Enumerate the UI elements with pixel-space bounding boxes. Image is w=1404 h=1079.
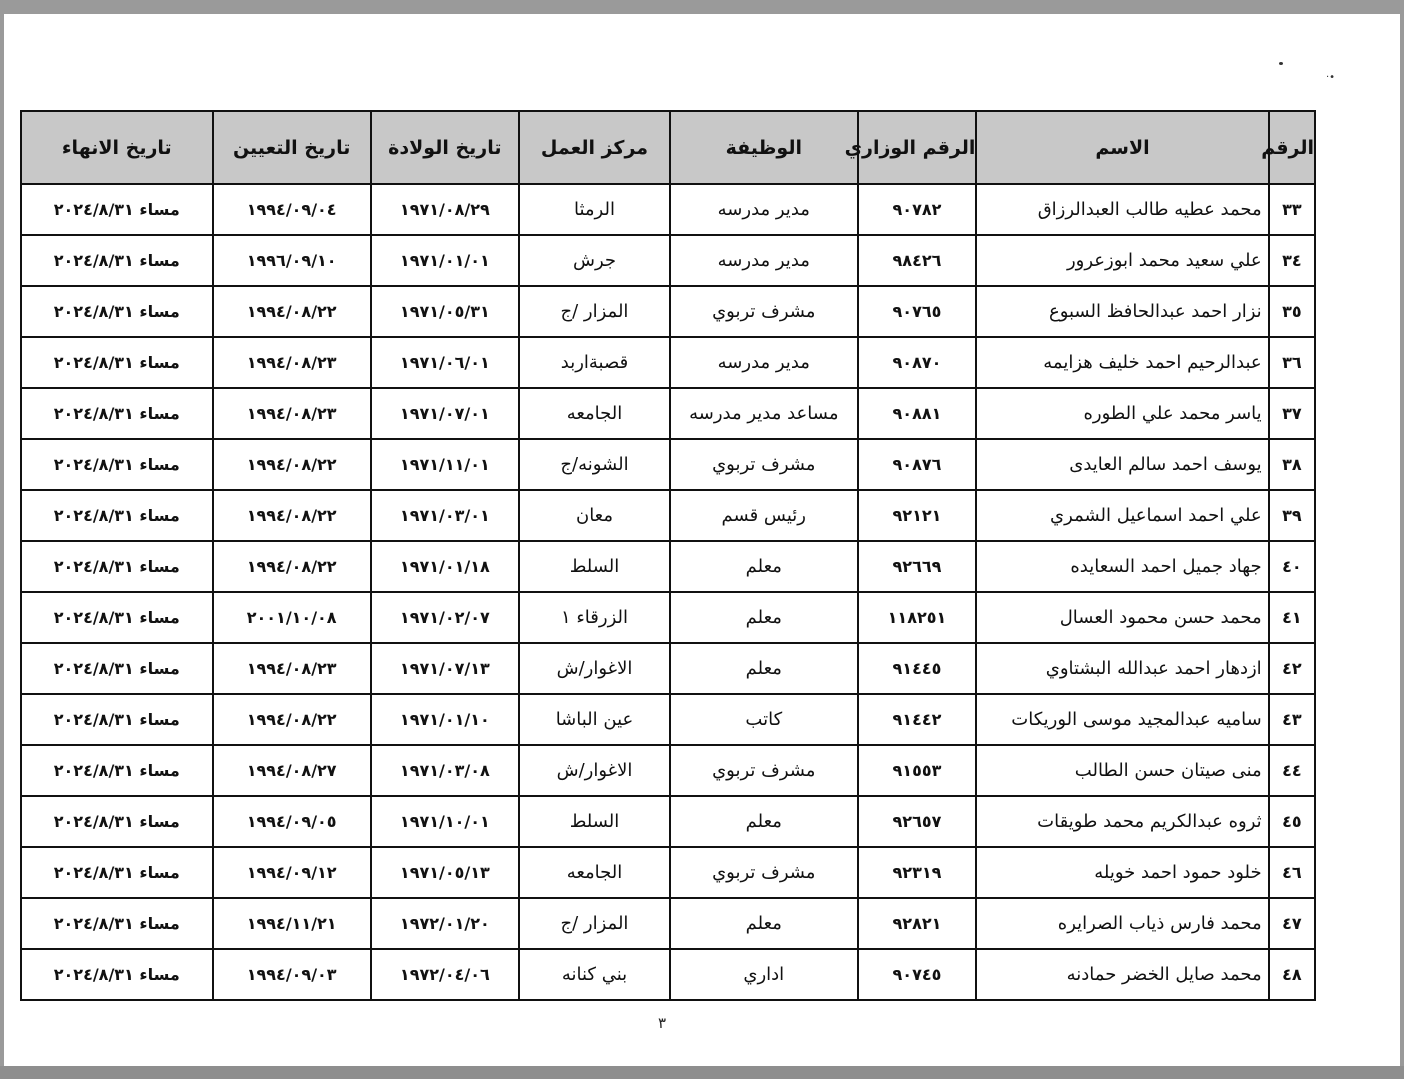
cell-birth-date: ١٩٧٢/٠١/٢٠ bbox=[371, 898, 519, 949]
cell-name: ثروه عبدالكريم محمد طويقات bbox=[976, 796, 1268, 847]
header-work-center: مركز العمل bbox=[519, 111, 670, 184]
cell-name: خلود حمود احمد خويله bbox=[976, 847, 1268, 898]
table-row bbox=[21, 490, 1315, 541]
cell-birth-date: ١٩٧١/٠٨/٢٩ bbox=[371, 184, 519, 235]
cell-birth-date: ١٩٧١/٠٢/٠٧ bbox=[371, 592, 519, 643]
cell-birth-date: ١٩٧٢/٠٤/٠٦ bbox=[371, 949, 519, 1000]
cell-ministry-no: ٩٢٣١٩ bbox=[858, 847, 977, 898]
cell-appointment-date: ١٩٩٦/٠٩/١٠ bbox=[213, 235, 371, 286]
cell-name: جهاد جميل احمد السعايده bbox=[976, 541, 1268, 592]
scan-mark: ·• bbox=[1326, 72, 1336, 83]
cell-name: ياسر محمد علي الطوره bbox=[976, 388, 1268, 439]
cell-job: معلم bbox=[670, 796, 857, 847]
header-end-date: تاريخ الانهاء bbox=[21, 111, 213, 184]
cell-end-date: مساء ٢٠٢٤/٨/٣١ bbox=[21, 541, 213, 592]
cell-ministry-no: ٩٠٨٧٦ bbox=[858, 439, 977, 490]
cell-no: ٤٥ bbox=[1269, 796, 1315, 847]
cell-ministry-no: ٩١٤٤٢ bbox=[858, 694, 977, 745]
cell-name: ساميه عبدالمجيد موسى الوريكات bbox=[976, 694, 1268, 745]
cell-job: مدير مدرسه bbox=[670, 184, 857, 235]
cell-ministry-no: ٩٢٨٢١ bbox=[858, 898, 977, 949]
cell-ministry-no: ٩١٤٤٥ bbox=[858, 643, 977, 694]
cell-work-center: المزار /ج bbox=[519, 286, 670, 337]
cell-work-center: الجامعه bbox=[519, 847, 670, 898]
header-no: الرقم bbox=[1269, 111, 1315, 184]
cell-work-center: جرش bbox=[519, 235, 670, 286]
cell-end-date: مساء ٢٠٢٤/٨/٣١ bbox=[21, 286, 213, 337]
cell-no: ٤٣ bbox=[1269, 694, 1315, 745]
cell-work-center: عين الباشا bbox=[519, 694, 670, 745]
cell-end-date: مساء ٢٠٢٤/٨/٣١ bbox=[21, 184, 213, 235]
cell-ministry-no: ٩٨٤٢٦ bbox=[858, 235, 977, 286]
cell-ministry-no: ٩٠٨٨١ bbox=[858, 388, 977, 439]
cell-no: ٣٦ bbox=[1269, 337, 1315, 388]
cell-work-center: بني كنانه bbox=[519, 949, 670, 1000]
cell-ministry-no: ٩٠٧٤٥ bbox=[858, 949, 977, 1000]
table-row bbox=[21, 745, 1315, 796]
table-row bbox=[21, 235, 1315, 286]
cell-name: محمد عطيه طالب العبدالرزاق bbox=[976, 184, 1268, 235]
cell-birth-date: ١٩٧١/٠٥/٣١ bbox=[371, 286, 519, 337]
cell-birth-date: ١٩٧١/٠١/٠١ bbox=[371, 235, 519, 286]
retirement-table bbox=[20, 110, 1316, 1001]
header-job: الوظيفة bbox=[670, 111, 857, 184]
table-row bbox=[21, 388, 1315, 439]
cell-end-date: مساء ٢٠٢٤/٨/٣١ bbox=[21, 847, 213, 898]
table-row bbox=[21, 286, 1315, 337]
cell-name: محمد صايل الخضر حمادنه bbox=[976, 949, 1268, 1000]
cell-appointment-date: ١٩٩٤/٠٩/٠٥ bbox=[213, 796, 371, 847]
cell-appointment-date: ١٩٩٤/٠٩/١٢ bbox=[213, 847, 371, 898]
table-container bbox=[20, 110, 1316, 1001]
document-page bbox=[4, 14, 1400, 1066]
cell-work-center: الاغوار/ش bbox=[519, 643, 670, 694]
cell-ministry-no: ٩٠٨٧٠ bbox=[858, 337, 977, 388]
cell-appointment-date: ١٩٩٤/٠٨/٢٣ bbox=[213, 337, 371, 388]
header-ministry-no: الرقم الوزاري bbox=[858, 111, 977, 184]
cell-name: يوسف احمد سالم العايدى bbox=[976, 439, 1268, 490]
cell-end-date: مساء ٢٠٢٤/٨/٣١ bbox=[21, 643, 213, 694]
cell-no: ٣٧ bbox=[1269, 388, 1315, 439]
cell-job: مدير مدرسه bbox=[670, 337, 857, 388]
header-birth-date: تاريخ الولادة bbox=[371, 111, 519, 184]
cell-name: محمد فارس ذياب الصرايره bbox=[976, 898, 1268, 949]
scan-border bbox=[0, 1066, 1404, 1079]
cell-birth-date: ١٩٧١/٠٣/٠٨ bbox=[371, 745, 519, 796]
cell-end-date: مساء ٢٠٢٤/٨/٣١ bbox=[21, 796, 213, 847]
cell-end-date: مساء ٢٠٢٤/٨/٣١ bbox=[21, 745, 213, 796]
cell-birth-date: ١٩٧١/٠٥/١٣ bbox=[371, 847, 519, 898]
cell-no: ٤١ bbox=[1269, 592, 1315, 643]
cell-no: ٤٤ bbox=[1269, 745, 1315, 796]
cell-no: ٤٢ bbox=[1269, 643, 1315, 694]
cell-no: ٣٨ bbox=[1269, 439, 1315, 490]
header-appointment-date: تاريخ التعيين bbox=[213, 111, 371, 184]
cell-ministry-no: ٩٢١٢١ bbox=[858, 490, 977, 541]
cell-work-center: السلط bbox=[519, 796, 670, 847]
scan-speck bbox=[1279, 62, 1283, 65]
cell-end-date: مساء ٢٠٢٤/٨/٣١ bbox=[21, 235, 213, 286]
cell-ministry-no: ٩٠٧٨٢ bbox=[858, 184, 977, 235]
cell-no: ٤٨ bbox=[1269, 949, 1315, 1000]
cell-job: مشرف تربوي bbox=[670, 745, 857, 796]
cell-ministry-no: ١١٨٢٥١ bbox=[858, 592, 977, 643]
table-row bbox=[21, 847, 1315, 898]
cell-no: ٣٩ bbox=[1269, 490, 1315, 541]
cell-end-date: مساء ٢٠٢٤/٨/٣١ bbox=[21, 949, 213, 1000]
cell-end-date: مساء ٢٠٢٤/٨/٣١ bbox=[21, 337, 213, 388]
cell-appointment-date: ١٩٩٤/٠٨/٢٢ bbox=[213, 286, 371, 337]
table-row bbox=[21, 694, 1315, 745]
cell-job: اداري bbox=[670, 949, 857, 1000]
cell-ministry-no: ٩٢٦٥٧ bbox=[858, 796, 977, 847]
cell-birth-date: ١٩٧١/٠١/١٠ bbox=[371, 694, 519, 745]
cell-no: ٤٦ bbox=[1269, 847, 1315, 898]
cell-birth-date: ١٩٧١/٠٧/٠١ bbox=[371, 388, 519, 439]
cell-end-date: مساء ٢٠٢٤/٨/٣١ bbox=[21, 592, 213, 643]
table-row bbox=[21, 949, 1315, 1000]
table-row bbox=[21, 541, 1315, 592]
cell-no: ٣٥ bbox=[1269, 286, 1315, 337]
table-row bbox=[21, 898, 1315, 949]
table-row bbox=[21, 592, 1315, 643]
cell-job: مدير مدرسه bbox=[670, 235, 857, 286]
cell-name: علي احمد اسماعيل الشمري bbox=[976, 490, 1268, 541]
header-name: الاسم bbox=[976, 111, 1268, 184]
cell-end-date: مساء ٢٠٢٤/٨/٣١ bbox=[21, 694, 213, 745]
cell-work-center: قصبةاربد bbox=[519, 337, 670, 388]
cell-name: علي سعيد محمد ابوزعرور bbox=[976, 235, 1268, 286]
cell-appointment-date: ١٩٩٤/٠٨/٢٢ bbox=[213, 439, 371, 490]
cell-no: ٤٧ bbox=[1269, 898, 1315, 949]
cell-work-center: الجامعه bbox=[519, 388, 670, 439]
cell-work-center: السلط bbox=[519, 541, 670, 592]
cell-end-date: مساء ٢٠٢٤/٨/٣١ bbox=[21, 388, 213, 439]
cell-name: منى صيتان حسن الطالب bbox=[976, 745, 1268, 796]
cell-no: ٣٤ bbox=[1269, 235, 1315, 286]
cell-job: مساعد مدير مدرسه bbox=[670, 388, 857, 439]
cell-job: معلم bbox=[670, 898, 857, 949]
cell-work-center: الرمثا bbox=[519, 184, 670, 235]
cell-birth-date: ١٩٧١/٠٧/١٣ bbox=[371, 643, 519, 694]
cell-birth-date: ١٩٧١/١١/٠١ bbox=[371, 439, 519, 490]
cell-appointment-date: ٢٠٠١/١٠/٠٨ bbox=[213, 592, 371, 643]
cell-name: محمد حسن محمود العسال bbox=[976, 592, 1268, 643]
cell-job: كاتب bbox=[670, 694, 857, 745]
cell-work-center: الاغوار/ش bbox=[519, 745, 670, 796]
cell-appointment-date: ١٩٩٤/٠٨/٢٢ bbox=[213, 541, 371, 592]
cell-appointment-date: ١٩٩٤/٠٨/٢٧ bbox=[213, 745, 371, 796]
cell-job: معلم bbox=[670, 643, 857, 694]
cell-job: مشرف تربوي bbox=[670, 847, 857, 898]
cell-work-center: معان bbox=[519, 490, 670, 541]
table-row bbox=[21, 439, 1315, 490]
page-number: ٣ bbox=[658, 1014, 667, 1032]
cell-birth-date: ١٩٧١/٠٦/٠١ bbox=[371, 337, 519, 388]
cell-work-center: الزرقاء ١ bbox=[519, 592, 670, 643]
table-row bbox=[21, 643, 1315, 694]
cell-job: معلم bbox=[670, 592, 857, 643]
cell-appointment-date: ١٩٩٤/٠٨/٢٣ bbox=[213, 643, 371, 694]
cell-ministry-no: ٩٠٧٦٥ bbox=[858, 286, 977, 337]
cell-appointment-date: ١٩٩٤/٠٩/٠٣ bbox=[213, 949, 371, 1000]
cell-birth-date: ١٩٧١/٠١/١٨ bbox=[371, 541, 519, 592]
cell-name: عبدالرحيم احمد خليف هزايمه bbox=[976, 337, 1268, 388]
cell-job: رئيس قسم bbox=[670, 490, 857, 541]
cell-birth-date: ١٩٧١/٠٣/٠١ bbox=[371, 490, 519, 541]
cell-job: معلم bbox=[670, 541, 857, 592]
cell-job: مشرف تربوي bbox=[670, 439, 857, 490]
cell-name: نزار احمد عبدالحافظ السبوع bbox=[976, 286, 1268, 337]
cell-no: ٣٣ bbox=[1269, 184, 1315, 235]
cell-appointment-date: ١٩٩٤/١١/٢١ bbox=[213, 898, 371, 949]
cell-birth-date: ١٩٧١/١٠/٠١ bbox=[371, 796, 519, 847]
cell-end-date: مساء ٢٠٢٤/٨/٣١ bbox=[21, 490, 213, 541]
table-header-row bbox=[21, 111, 1315, 184]
cell-appointment-date: ١٩٩٤/٠٨/٢٢ bbox=[213, 694, 371, 745]
cell-appointment-date: ١٩٩٤/٠٨/٢٢ bbox=[213, 490, 371, 541]
table-row bbox=[21, 337, 1315, 388]
cell-no: ٤٠ bbox=[1269, 541, 1315, 592]
table-row bbox=[21, 796, 1315, 847]
cell-appointment-date: ١٩٩٤/٠٨/٢٣ bbox=[213, 388, 371, 439]
cell-ministry-no: ٩٢٦٦٩ bbox=[858, 541, 977, 592]
table-body bbox=[21, 184, 1315, 1000]
cell-end-date: مساء ٢٠٢٤/٨/٣١ bbox=[21, 439, 213, 490]
cell-ministry-no: ٩١٥٥٣ bbox=[858, 745, 977, 796]
cell-appointment-date: ١٩٩٤/٠٩/٠٤ bbox=[213, 184, 371, 235]
cell-work-center: المزار /ج bbox=[519, 898, 670, 949]
cell-end-date: مساء ٢٠٢٤/٨/٣١ bbox=[21, 898, 213, 949]
cell-job: مشرف تربوي bbox=[670, 286, 857, 337]
cell-work-center: الشونه/ج bbox=[519, 439, 670, 490]
cell-name: ازدهار احمد عبدالله البشتاوي bbox=[976, 643, 1268, 694]
table-row bbox=[21, 184, 1315, 235]
